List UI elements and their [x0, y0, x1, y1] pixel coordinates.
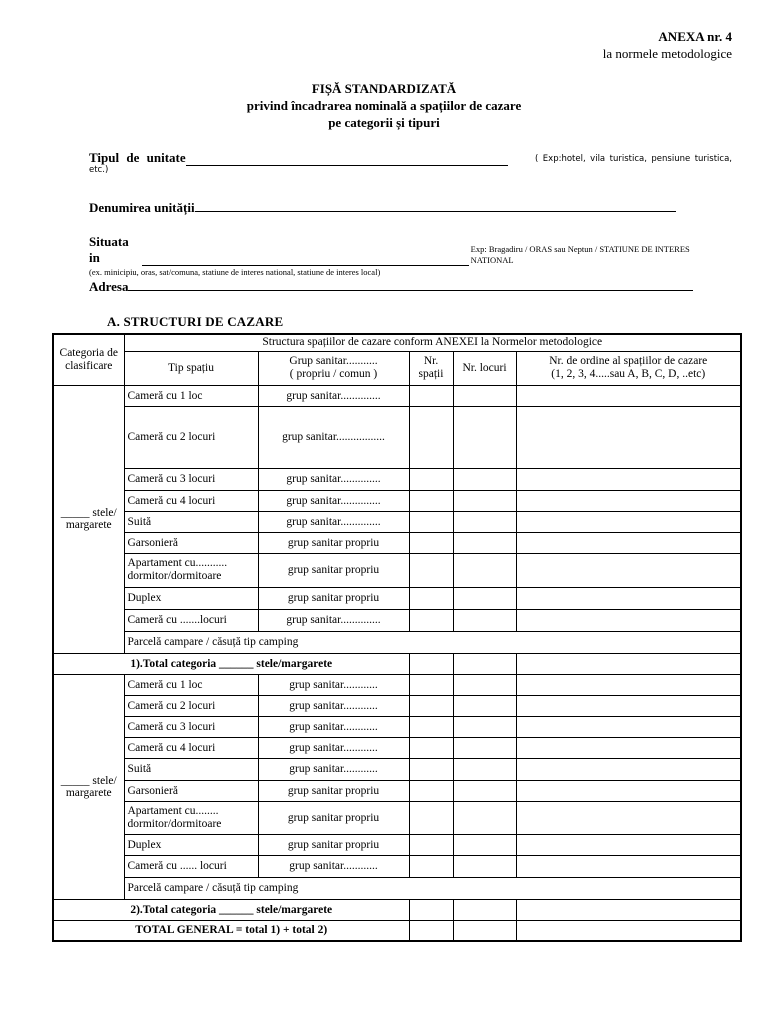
table-header-row-1 — [53, 334, 741, 351]
row-tip: Cameră cu 1 loc — [124, 385, 258, 406]
row-grup: grup sanitar propriu — [258, 780, 409, 801]
grand-nr-spatii[interactable] — [409, 920, 453, 941]
total1-nr-spatii[interactable] — [409, 653, 453, 674]
table-row-camping — [53, 877, 741, 899]
cell-nr-ordine[interactable] — [516, 553, 741, 587]
row-tip: Cameră cu 2 locuri — [124, 406, 258, 468]
header-grup-line1: Grup sanitar........... — [289, 355, 378, 367]
cell-nr-spatii[interactable] — [409, 553, 453, 587]
cell-nr-spatii[interactable] — [409, 758, 453, 780]
table-row — [53, 674, 741, 695]
row-tip: Garsonieră — [124, 532, 258, 553]
row-tip: Cameră cu 3 locuri — [124, 716, 258, 737]
grand-nr-locuri[interactable] — [453, 920, 516, 941]
field-denumirea — [89, 199, 732, 217]
row-grup: grup sanitar propriu — [258, 553, 409, 587]
table-row — [53, 780, 741, 801]
cell-nr-spatii[interactable] — [409, 855, 453, 877]
cell-nr-locuri[interactable] — [453, 674, 516, 695]
cell-nr-ordine[interactable] — [516, 511, 741, 532]
field-tipul-unitate — [89, 150, 732, 176]
row-tip: Apartament cu........... dormitor/dormitoare — [124, 553, 258, 587]
table-row — [53, 801, 741, 834]
total2-nr-spatii[interactable] — [409, 899, 453, 920]
row-tip: Suită — [124, 758, 258, 780]
cell-nr-ordine[interactable] — [516, 695, 741, 716]
cell-nr-ordine[interactable] — [516, 758, 741, 780]
cell-nr-spatii[interactable] — [409, 406, 453, 468]
row-grup: grup sanitar............ — [258, 695, 409, 716]
cell-nr-spatii[interactable] — [409, 468, 453, 490]
row-tip: Cameră cu 4 locuri — [124, 737, 258, 758]
cell-nr-spatii[interactable] — [409, 385, 453, 406]
total1-nr-locuri[interactable] — [453, 653, 516, 674]
total-label-2: 2).Total categoria ______ stele/margarete — [53, 899, 409, 920]
grand-nr-ordine[interactable] — [516, 920, 741, 941]
header-nr-ordine-line2: (1, 2, 3, 4.....sau A, B, C, D, ..etc) — [551, 368, 706, 380]
row-camping: Parcelă campare / căsuță tip camping — [124, 631, 741, 653]
header-categoria: Categoria de clasificare — [53, 334, 124, 385]
cell-nr-spatii[interactable] — [409, 511, 453, 532]
row-grup: grup sanitar.............. — [258, 490, 409, 511]
title-line-3: pe categorii și tipuri — [328, 115, 440, 130]
denumirea-input-line[interactable] — [195, 199, 676, 212]
cell-nr-ordine[interactable] — [516, 490, 741, 511]
cell-nr-spatii[interactable] — [409, 609, 453, 631]
cell-nr-ordine[interactable] — [516, 674, 741, 695]
field-situata — [89, 234, 732, 278]
situata-label: Situata in — [89, 234, 129, 265]
cell-nr-ordine[interactable] — [516, 801, 741, 834]
situata-hint-2: (ex. minicipiu, oras, sat/comuna, statiune de interes national, statiune de interes local) — [89, 267, 381, 277]
row-tip: Suită — [124, 511, 258, 532]
header-nr-ordine-line1: Nr. de ordine al spațiilor de cazare — [549, 355, 708, 367]
header-grup-sanitar — [258, 351, 409, 385]
row-tip: Cameră cu 2 locuri — [124, 695, 258, 716]
cell-nr-locuri[interactable] — [453, 780, 516, 801]
header-nr-spatii: Nr. spații — [409, 351, 453, 385]
cell-nr-locuri[interactable] — [453, 490, 516, 511]
row-grup: grup sanitar.............. — [258, 609, 409, 631]
tipul-input-line[interactable] — [186, 153, 508, 166]
cell-nr-locuri[interactable] — [453, 758, 516, 780]
table-row — [53, 758, 741, 780]
cell-nr-ordine[interactable] — [516, 587, 741, 609]
cell-nr-spatii[interactable] — [409, 587, 453, 609]
row-grup: grup sanitar.............. — [258, 468, 409, 490]
cell-nr-spatii[interactable] — [409, 716, 453, 737]
table-row — [53, 716, 741, 737]
row-tip: Cameră cu 4 locuri — [124, 490, 258, 511]
table-row — [53, 406, 741, 468]
cell-nr-ordine[interactable] — [516, 385, 741, 406]
adresa-label: Adresa — [89, 279, 129, 294]
table-header-row-2 — [53, 351, 741, 385]
total2-nr-ordine[interactable] — [516, 899, 741, 920]
cell-nr-spatii[interactable] — [409, 490, 453, 511]
denumirea-label: Denumirea unității — [89, 200, 195, 215]
cell-nr-ordine[interactable] — [516, 716, 741, 737]
table-row — [53, 695, 741, 716]
row-grup: grup sanitar............ — [258, 758, 409, 780]
cell-nr-ordine[interactable] — [516, 737, 741, 758]
total1-nr-ordine[interactable] — [516, 653, 741, 674]
cell-nr-locuri[interactable] — [453, 468, 516, 490]
structuri-table — [52, 333, 742, 942]
cell-nr-locuri[interactable] — [453, 834, 516, 855]
cell-nr-ordine[interactable] — [516, 855, 741, 877]
table-row — [53, 587, 741, 609]
row-grup: grup sanitar propriu — [258, 532, 409, 553]
row-grup: grup sanitar propriu — [258, 587, 409, 609]
row-grup: grup sanitar............ — [258, 716, 409, 737]
cell-nr-locuri[interactable] — [453, 609, 516, 631]
table-row — [53, 385, 741, 406]
cell-nr-spatii[interactable] — [409, 780, 453, 801]
table-row — [53, 855, 741, 877]
cell-nr-locuri[interactable] — [453, 385, 516, 406]
tipul-label: Tipul de unitate — [89, 150, 186, 165]
block2-category: _____ stele/ margarete — [53, 674, 124, 899]
row-grup: grup sanitar propriu — [258, 834, 409, 855]
table-row-camping — [53, 631, 741, 653]
cell-nr-spatii[interactable] — [409, 737, 453, 758]
table-row — [53, 609, 741, 631]
row-tip: Cameră cu ...... locuri — [124, 855, 258, 877]
table-row — [53, 834, 741, 855]
total2-nr-locuri[interactable] — [453, 899, 516, 920]
total-label-1: 1).Total categoria ______ stele/margarete — [53, 653, 409, 674]
cell-nr-locuri[interactable] — [453, 406, 516, 468]
table-total-row-1 — [53, 653, 741, 674]
table-row — [53, 532, 741, 553]
annex-header — [603, 28, 732, 62]
cell-nr-locuri[interactable] — [453, 553, 516, 587]
situata-input-line[interactable] — [142, 253, 468, 266]
cell-nr-ordine[interactable] — [516, 780, 741, 801]
title-line-2: privind încadrarea nominală a spațiilor de cazare — [246, 98, 522, 113]
tipul-hint: ( Exp:hotel, vila turistica, pensiune turistica, etc.) — [89, 154, 732, 175]
cell-nr-locuri[interactable] — [453, 511, 516, 532]
situata-hint: Exp: Bragadiru / ORAS sau Neptun / STATIUNE DE INTERES NATIONAL — [470, 244, 690, 265]
row-grup: grup sanitar propriu — [258, 801, 409, 834]
cell-nr-locuri[interactable] — [453, 801, 516, 834]
cell-nr-spatii[interactable] — [409, 834, 453, 855]
table-grand-total-row — [53, 920, 741, 941]
adresa-input-line[interactable] — [128, 278, 693, 291]
row-tip: Duplex — [124, 587, 258, 609]
cell-nr-locuri[interactable] — [453, 532, 516, 553]
cell-nr-spatii[interactable] — [409, 674, 453, 695]
cell-nr-locuri[interactable] — [453, 587, 516, 609]
cell-nr-locuri[interactable] — [453, 737, 516, 758]
title-line-1: FIȘĂ STANDARDIZATĂ — [311, 81, 457, 96]
header-nr-locuri: Nr. locuri — [453, 351, 516, 385]
row-camping: Parcelă campare / căsuță tip camping — [124, 877, 741, 899]
header-tip-spatiu: Tip spațiu — [124, 351, 258, 385]
cell-nr-ordine[interactable] — [516, 406, 741, 468]
table-total-row-2 — [53, 899, 741, 920]
row-grup: grup sanitar................. — [258, 406, 409, 468]
cell-nr-spatii[interactable] — [409, 532, 453, 553]
row-tip: Cameră cu 1 loc — [124, 674, 258, 695]
table-row — [53, 490, 741, 511]
cell-nr-ordine[interactable] — [516, 532, 741, 553]
row-grup: grup sanitar............ — [258, 737, 409, 758]
row-tip: Garsonieră — [124, 780, 258, 801]
header-grup-line2: ( propriu / comun ) — [289, 368, 378, 380]
row-grup: grup sanitar.............. — [258, 511, 409, 532]
cell-nr-spatii[interactable] — [409, 801, 453, 834]
table-row — [53, 468, 741, 490]
annex-title: ANEXA nr. 4 — [658, 29, 732, 44]
table-row — [53, 511, 741, 532]
field-adresa — [89, 278, 732, 296]
grand-total-label: TOTAL GENERAL = total 1) + total 2) — [53, 920, 409, 941]
cell-nr-ordine[interactable] — [516, 468, 741, 490]
table-row — [53, 553, 741, 587]
block1-category: _____ stele/ margarete — [53, 385, 124, 653]
row-grup: grup sanitar.............. — [258, 385, 409, 406]
cell-nr-spatii[interactable] — [409, 695, 453, 716]
section-a-heading: A. STRUCTURI DE CAZARE — [107, 314, 284, 329]
header-nr-ordine — [516, 351, 741, 385]
cell-nr-locuri[interactable] — [453, 695, 516, 716]
row-grup: grup sanitar............ — [258, 855, 409, 877]
cell-nr-locuri[interactable] — [453, 716, 516, 737]
row-tip: Cameră cu .......locuri — [124, 609, 258, 631]
table-row — [53, 737, 741, 758]
row-tip: Cameră cu 3 locuri — [124, 468, 258, 490]
cell-nr-ordine[interactable] — [516, 609, 741, 631]
row-tip: Apartament cu........ dormitor/dormitoare — [124, 801, 258, 834]
document-title — [0, 80, 768, 131]
row-tip: Duplex — [124, 834, 258, 855]
annex-subtitle: la normele metodologice — [602, 46, 732, 61]
cell-nr-ordine[interactable] — [516, 834, 741, 855]
cell-nr-locuri[interactable] — [453, 855, 516, 877]
header-structura: Structura spațiilor de cazare conform ANEXEI la Normelor metodologice — [124, 334, 741, 351]
row-grup: grup sanitar............ — [258, 674, 409, 695]
